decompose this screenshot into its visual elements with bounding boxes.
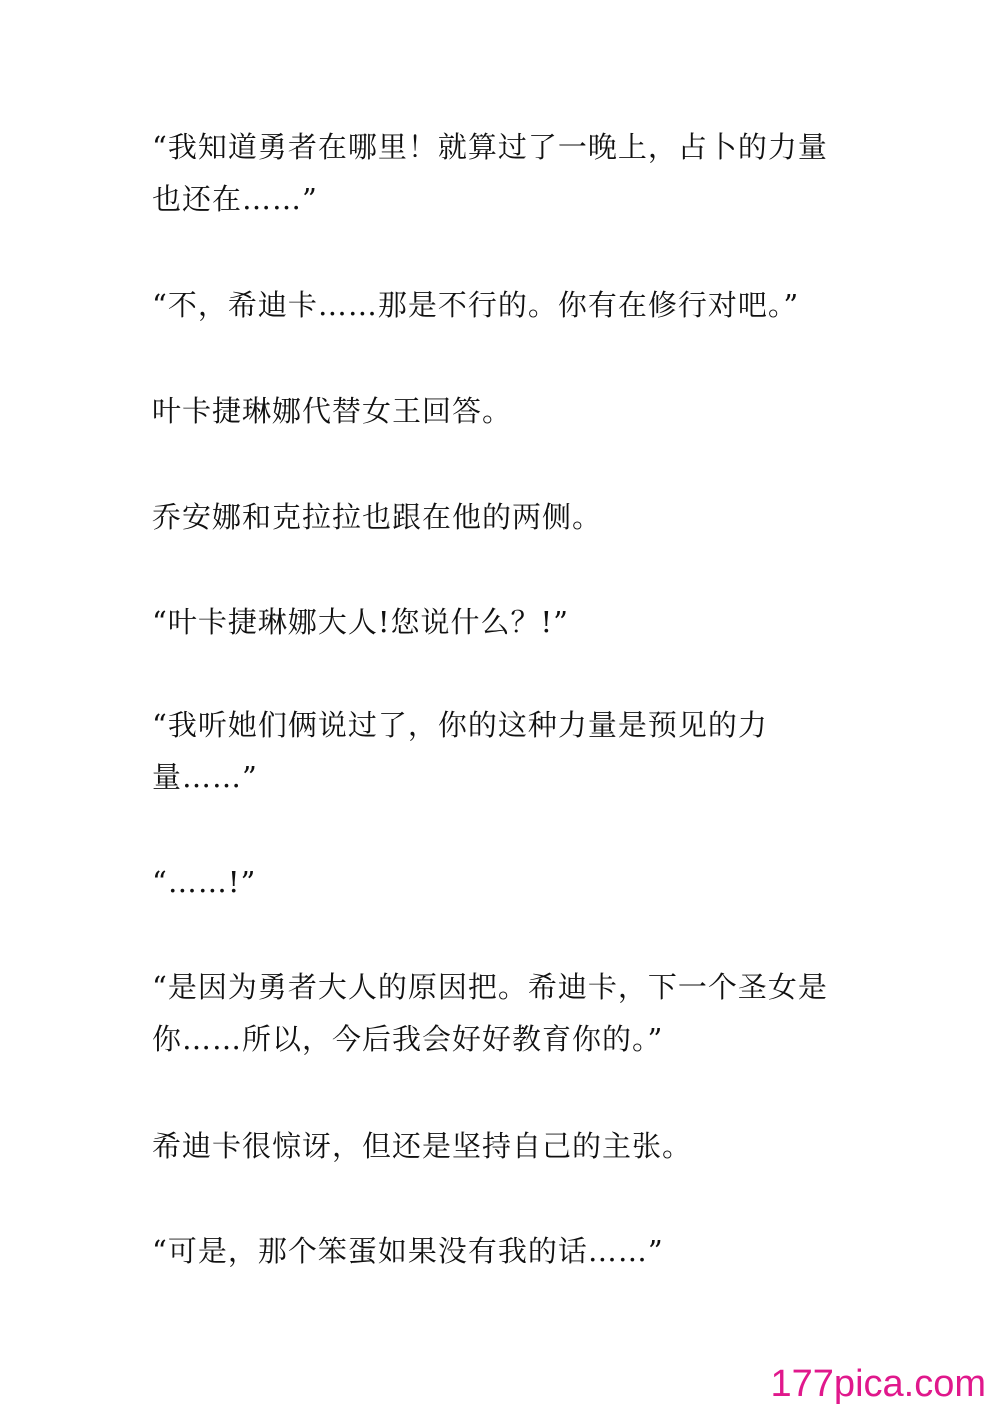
paragraph-8: “是因为勇者大人的原因把。希迪卡，下一个圣女是你……所以，今后我会好好教育你的。” — [152, 970, 828, 1056]
paragraph-10: “可是，那个笨蛋如果没有我的话……” — [152, 1234, 664, 1268]
paragraph-7: “……!” — [152, 865, 257, 899]
paragraph-9: 希迪卡很惊讶，但还是坚持自己的主张。 — [152, 1129, 693, 1163]
paragraph-6: “我听她们俩说过了，你的这种力量是预见的力量……” — [152, 708, 768, 794]
paragraph-3: 叶卡捷琳娜代替女王回答。 — [152, 394, 513, 428]
paragraph-2: “不，希迪卡……那是不行的。你有在修行对吧。” — [152, 288, 800, 322]
paragraph-5: “叶卡捷琳娜大人!您说什么？!” — [152, 605, 569, 639]
site-watermark: 177pica.com — [770, 1363, 986, 1405]
paragraph-4: 乔安娜和克拉拉也跟在他的两侧。 — [152, 500, 603, 534]
paragraph-1: “我知道勇者在哪里！就算过了一晚上，占卜的力量也还在……” — [152, 130, 828, 216]
